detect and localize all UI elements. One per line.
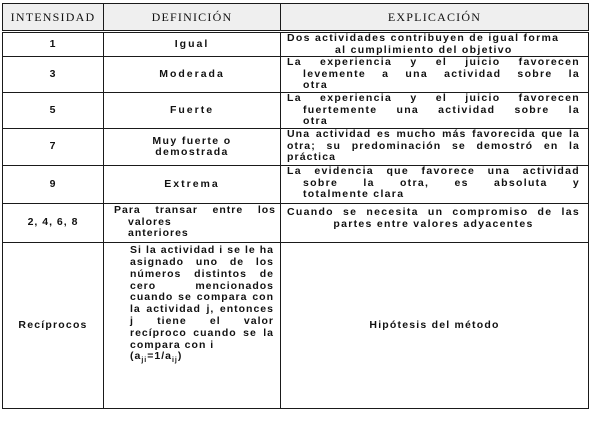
- saaty-scale-table: [2, 3, 589, 409]
- definition-line: Para transar entre los: [114, 204, 276, 217]
- definition-cell: Fuerte: [104, 93, 281, 129]
- table-row: [3, 32, 589, 57]
- intensity-cell: 7: [3, 129, 104, 166]
- definition-cell: Igual: [104, 32, 281, 57]
- reciprocal-formula: $(a_{ji}=1/a_{ij})$: [130, 350, 183, 365]
- header-explicacion: EXPLICACIÓN: [281, 4, 589, 32]
- intensity-cell: 3: [3, 57, 104, 93]
- explanation-cell: Una actividad es mucho más favorecida que la otra; su predominación se demostró en la práctica: [281, 129, 589, 166]
- explanation-cell: [281, 57, 589, 93]
- definition-line: anteriores: [128, 227, 189, 240]
- intensity-cell: 2, 4, 6, 8: [3, 204, 104, 243]
- header-intensidad: INTENSIDAD: [3, 4, 104, 32]
- explanation-line: sobre la otra, es absoluta y: [303, 176, 580, 189]
- intensity-cell: 5: [3, 93, 104, 129]
- header-definicion: DEFINICIÓN: [104, 4, 281, 32]
- table-row: [3, 93, 589, 129]
- explanation-line: levemente a una actividad sobre la: [303, 67, 580, 80]
- header-row: [3, 4, 589, 32]
- intensity-cell: 9: [3, 166, 104, 204]
- explanation-line: otra: [303, 115, 329, 128]
- definition-cell: [104, 243, 281, 409]
- table-row: [3, 57, 589, 93]
- definition-text: Si la actividad i se le ha asignado uno de los números distintos de cero mencionados cuando se compara con la actividad j, entonces j tiene el valor recíproco cuando se la compara con i: [130, 244, 274, 351]
- table-row: [3, 204, 589, 243]
- definition-cell: Moderada: [104, 57, 281, 93]
- explanation-line: otra: [303, 79, 329, 92]
- explanation-line: totalmente clara: [303, 188, 405, 201]
- intensity-cell: 1: [3, 32, 104, 57]
- explanation-cell: [281, 32, 589, 57]
- explanation-cell: [281, 93, 589, 129]
- intensity-cell: Recíprocos: [3, 243, 104, 409]
- table-row: [3, 129, 589, 166]
- explanation-line: Dos actividades contribuyen de igual forma: [287, 32, 560, 44]
- explanation-cell: Hipótesis del método: [281, 243, 589, 409]
- explanation-cell: Cuando se necesita un compromiso de las partes entre valores adyacentes: [281, 204, 589, 243]
- definition-line: valores: [128, 215, 172, 228]
- table-row: [3, 166, 589, 204]
- definition-cell: [104, 204, 281, 243]
- definition-cell: Extrema: [104, 166, 281, 204]
- definition-line: Muy fuerte o: [152, 134, 232, 147]
- table-row: [3, 243, 589, 409]
- explanation-cell: [281, 166, 589, 204]
- definition-line: demostrada: [155, 146, 229, 159]
- explanation-line: La evidencia que favorece una actividad: [287, 165, 580, 178]
- explanation-line: al cumplimiento del objetivo: [335, 43, 513, 56]
- explanation-line: fuertemente una actividad sobre la: [303, 103, 580, 116]
- explanation-line: La experiencia y el juicio favorecen: [287, 56, 580, 69]
- definition-cell: [104, 129, 281, 166]
- explanation-line: La experiencia y el juicio favorecen: [287, 92, 580, 105]
